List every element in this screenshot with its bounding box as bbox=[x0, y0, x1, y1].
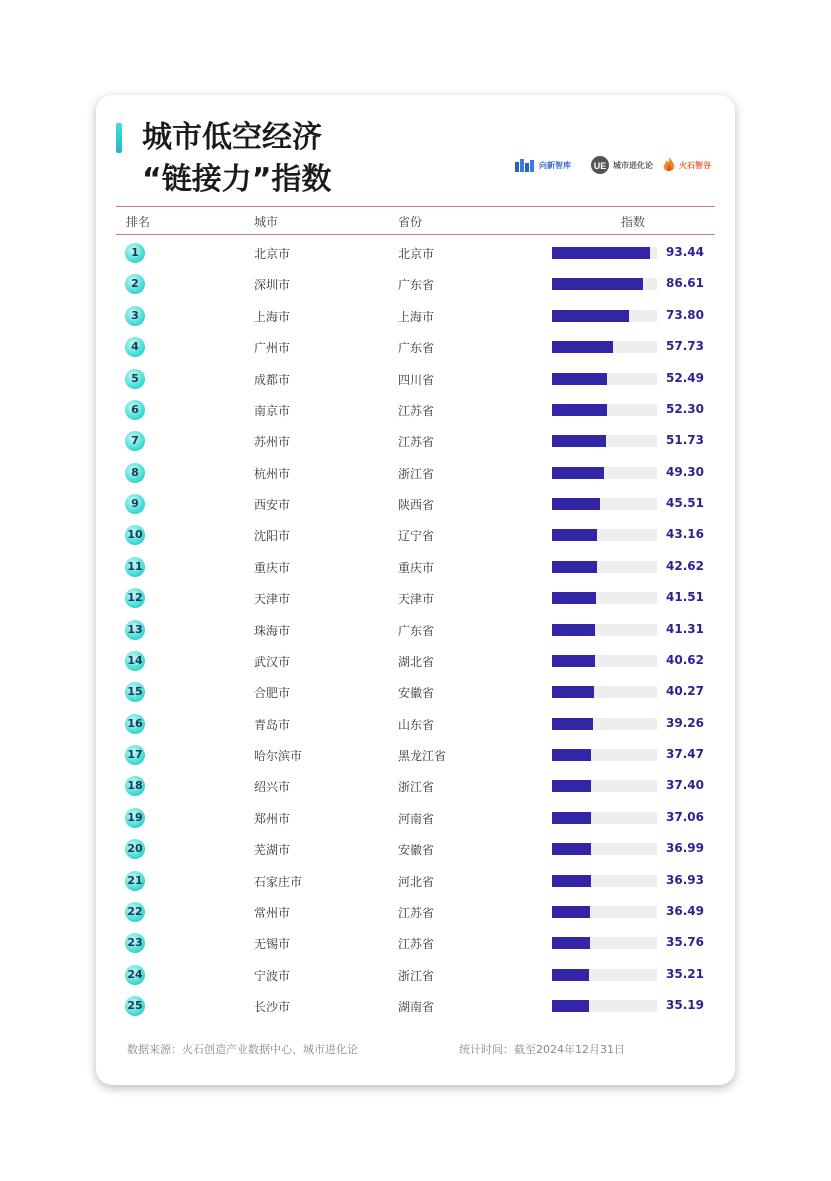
table-row bbox=[96, 771, 735, 802]
index-value: 43.16 bbox=[666, 527, 704, 542]
index-bar-track bbox=[552, 247, 657, 259]
city-name: 成都市 bbox=[254, 372, 291, 387]
table-row bbox=[96, 928, 735, 959]
table-row bbox=[96, 960, 735, 991]
index-bar bbox=[552, 278, 643, 290]
ranking-card bbox=[96, 95, 735, 1085]
city-name: 天津市 bbox=[254, 592, 291, 607]
table-row bbox=[96, 332, 735, 363]
province-name: 四川省 bbox=[398, 372, 435, 387]
header-top-divider bbox=[116, 206, 715, 207]
province-name: 辽宁省 bbox=[398, 529, 435, 544]
index-bar bbox=[552, 592, 596, 604]
index-bar-track bbox=[552, 435, 657, 447]
rank-badge: 7 bbox=[125, 431, 145, 451]
index-bar-track bbox=[552, 624, 657, 636]
table-row bbox=[96, 834, 735, 865]
index-bar bbox=[552, 780, 591, 792]
city-name: 苏州市 bbox=[254, 435, 291, 450]
index-value: 36.93 bbox=[666, 872, 704, 887]
title-line-1: 城市低空经济 bbox=[142, 120, 322, 155]
index-value: 37.40 bbox=[666, 778, 704, 793]
index-value: 40.27 bbox=[666, 684, 704, 699]
index-bar bbox=[552, 875, 591, 887]
province-name: 安徽省 bbox=[398, 686, 435, 701]
table-row bbox=[96, 395, 735, 426]
title-accent-bar bbox=[116, 123, 122, 153]
city-name: 广州市 bbox=[254, 341, 291, 356]
index-bar bbox=[552, 467, 604, 479]
table-row bbox=[96, 646, 735, 677]
rank-badge: 18 bbox=[125, 776, 145, 796]
city-name: 沈阳市 bbox=[254, 529, 291, 544]
logo-ue bbox=[590, 151, 653, 179]
province-name: 江苏省 bbox=[398, 403, 435, 418]
province-name: 广东省 bbox=[398, 623, 435, 638]
province-name: 上海市 bbox=[398, 309, 435, 324]
table-row bbox=[96, 458, 735, 489]
table-row bbox=[96, 677, 735, 708]
province-name: 陕西省 bbox=[398, 498, 435, 513]
index-bar-track bbox=[552, 812, 657, 824]
city-name: 北京市 bbox=[254, 247, 291, 261]
table-row bbox=[96, 803, 735, 834]
province-name: 湖南省 bbox=[398, 1000, 435, 1015]
table-row bbox=[96, 615, 735, 646]
city-name: 芜湖市 bbox=[254, 843, 291, 858]
wave-logo-icon bbox=[514, 157, 536, 173]
city-name: 长沙市 bbox=[254, 1000, 291, 1015]
province-name: 北京市 bbox=[398, 247, 435, 261]
province-name: 江苏省 bbox=[398, 937, 435, 952]
flame-logo-icon bbox=[662, 156, 676, 174]
index-bar bbox=[552, 529, 597, 541]
rank-badge: 13 bbox=[125, 620, 145, 640]
rank-badge: 21 bbox=[125, 871, 145, 891]
index-value: 73.80 bbox=[666, 307, 704, 322]
city-name: 合肥市 bbox=[254, 686, 291, 701]
province-name: 重庆市 bbox=[398, 560, 435, 575]
index-bar-track bbox=[552, 749, 657, 761]
city-name: 武汉市 bbox=[254, 654, 291, 669]
index-bar-track bbox=[552, 843, 657, 855]
index-bar bbox=[552, 1000, 589, 1012]
rank-badge: 23 bbox=[125, 933, 145, 953]
logo-xiangxin-text: 向新智库 bbox=[539, 160, 571, 170]
index-value: 57.73 bbox=[666, 339, 704, 354]
city-name: 上海市 bbox=[254, 309, 291, 324]
table-row bbox=[96, 520, 735, 551]
table-row bbox=[96, 709, 735, 740]
rank-badge: 5 bbox=[125, 369, 145, 389]
city-name: 郑州市 bbox=[254, 811, 291, 826]
city-name: 深圳市 bbox=[254, 278, 291, 293]
logo-xiangxin bbox=[514, 151, 571, 179]
statistics-date-note: 统计时间：截至2024年12月31日 bbox=[459, 1043, 625, 1056]
index-bar-track bbox=[552, 404, 657, 416]
city-name: 青岛市 bbox=[254, 717, 291, 732]
province-name: 湖北省 bbox=[398, 654, 435, 669]
svg-text:UE: UE bbox=[593, 161, 607, 171]
index-bar bbox=[552, 812, 591, 824]
province-name: 江苏省 bbox=[398, 905, 435, 920]
index-bar-track bbox=[552, 969, 657, 981]
table-row bbox=[96, 364, 735, 395]
table-row bbox=[96, 991, 735, 1022]
index-bar bbox=[552, 749, 591, 761]
index-value: 35.19 bbox=[666, 998, 704, 1013]
table-row bbox=[96, 269, 735, 300]
city-name: 珠海市 bbox=[254, 623, 291, 638]
index-value: 86.61 bbox=[666, 276, 704, 291]
rank-badge: 20 bbox=[125, 839, 145, 859]
index-value: 39.26 bbox=[666, 715, 704, 730]
index-bar-track bbox=[552, 906, 657, 918]
index-bar bbox=[552, 310, 629, 322]
province-name: 安徽省 bbox=[398, 843, 435, 858]
index-bar bbox=[552, 373, 607, 385]
rank-badge: 1 bbox=[125, 243, 145, 263]
column-header-city: 城市 bbox=[254, 215, 279, 229]
table-row bbox=[96, 301, 735, 332]
table-row bbox=[96, 897, 735, 928]
index-bar-track bbox=[552, 310, 657, 322]
province-name: 广东省 bbox=[398, 278, 435, 293]
rank-badge: 17 bbox=[125, 745, 145, 765]
title-line-2: “链接力”指数 bbox=[142, 162, 332, 197]
column-header-province: 省份 bbox=[398, 215, 423, 229]
index-bar bbox=[552, 906, 590, 918]
index-bar-track bbox=[552, 498, 657, 510]
province-name: 河南省 bbox=[398, 811, 435, 826]
data-source-note: 数据来源：火石创造产业数据中心、城市进化论 bbox=[127, 1043, 358, 1056]
index-bar-track bbox=[552, 1000, 657, 1012]
index-bar-track bbox=[552, 373, 657, 385]
rank-badge: 24 bbox=[125, 965, 145, 985]
table-row bbox=[96, 740, 735, 771]
index-bar bbox=[552, 247, 650, 259]
index-value: 41.51 bbox=[666, 590, 704, 605]
index-value: 49.30 bbox=[666, 464, 704, 479]
index-value: 42.62 bbox=[666, 558, 704, 573]
province-name: 浙江省 bbox=[398, 968, 435, 983]
header-bottom-divider bbox=[116, 234, 715, 235]
index-bar-track bbox=[552, 780, 657, 792]
index-bar bbox=[552, 686, 594, 698]
index-value: 36.99 bbox=[666, 841, 704, 856]
table-row bbox=[96, 426, 735, 457]
ue-logo-icon bbox=[590, 155, 610, 175]
index-bar-track bbox=[552, 655, 657, 667]
index-bar-track bbox=[552, 875, 657, 887]
city-name: 重庆市 bbox=[254, 560, 291, 575]
table-row bbox=[96, 489, 735, 520]
index-bar bbox=[552, 655, 595, 667]
index-bar bbox=[552, 969, 589, 981]
table-row bbox=[96, 583, 735, 614]
rank-badge: 8 bbox=[125, 463, 145, 483]
index-bar-track bbox=[552, 718, 657, 730]
index-bar-track bbox=[552, 592, 657, 604]
province-name: 江苏省 bbox=[398, 435, 435, 450]
logo-huoshi-text: 火石智谷 bbox=[679, 160, 711, 170]
city-name: 常州市 bbox=[254, 905, 291, 920]
city-name: 南京市 bbox=[254, 403, 291, 418]
index-bar-track bbox=[552, 937, 657, 949]
index-bar bbox=[552, 341, 613, 353]
index-bar-track bbox=[552, 529, 657, 541]
index-value: 45.51 bbox=[666, 496, 704, 511]
index-bar bbox=[552, 404, 607, 416]
index-bar bbox=[552, 718, 593, 730]
index-bar bbox=[552, 435, 606, 447]
index-value: 37.47 bbox=[666, 747, 704, 762]
index-bar-track bbox=[552, 278, 657, 290]
index-bar bbox=[552, 937, 590, 949]
index-value: 35.76 bbox=[666, 935, 704, 950]
index-value: 51.73 bbox=[666, 433, 704, 448]
logo-ue-text: 城市进化论 bbox=[613, 160, 653, 170]
index-bar bbox=[552, 498, 600, 510]
rank-badge: 16 bbox=[125, 714, 145, 734]
rank-badge: 15 bbox=[125, 682, 145, 702]
rank-badge: 10 bbox=[125, 525, 145, 545]
column-header-index: 指数 bbox=[621, 215, 646, 229]
city-name: 无锡市 bbox=[254, 937, 291, 952]
province-name: 广东省 bbox=[398, 341, 435, 356]
index-bar-track bbox=[552, 467, 657, 479]
rank-badge: 11 bbox=[125, 557, 145, 577]
rank-badge: 25 bbox=[125, 996, 145, 1016]
index-value: 35.21 bbox=[666, 966, 704, 981]
rank-badge: 6 bbox=[125, 400, 145, 420]
table-row bbox=[96, 866, 735, 897]
province-name: 山东省 bbox=[398, 717, 435, 732]
index-value: 93.44 bbox=[666, 245, 704, 259]
index-bar-track bbox=[552, 561, 657, 573]
rank-badge: 22 bbox=[125, 902, 145, 922]
city-name: 杭州市 bbox=[254, 466, 291, 481]
index-value: 40.62 bbox=[666, 652, 704, 667]
partner-logos bbox=[514, 151, 719, 179]
column-header-rank: 排名 bbox=[126, 215, 151, 229]
city-name: 石家庄市 bbox=[254, 874, 303, 889]
city-name: 西安市 bbox=[254, 498, 291, 513]
rank-badge: 3 bbox=[125, 306, 145, 326]
rank-badge: 14 bbox=[125, 651, 145, 671]
province-name: 浙江省 bbox=[398, 780, 435, 795]
index-bar-track bbox=[552, 341, 657, 353]
page-title bbox=[142, 117, 331, 201]
province-name: 浙江省 bbox=[398, 466, 435, 481]
rank-badge: 4 bbox=[125, 337, 145, 357]
province-name: 黑龙江省 bbox=[398, 749, 447, 764]
index-value: 37.06 bbox=[666, 809, 704, 824]
city-name: 绍兴市 bbox=[254, 780, 291, 795]
rank-badge: 12 bbox=[125, 588, 145, 608]
province-name: 天津市 bbox=[398, 592, 435, 607]
index-value: 52.30 bbox=[666, 401, 704, 416]
rank-badge: 9 bbox=[125, 494, 145, 514]
index-value: 41.31 bbox=[666, 621, 704, 636]
index-bar bbox=[552, 561, 597, 573]
city-name: 哈尔滨市 bbox=[254, 749, 303, 764]
logo-huoshi bbox=[662, 151, 711, 179]
index-value: 52.49 bbox=[666, 370, 704, 385]
index-value: 36.49 bbox=[666, 903, 704, 918]
index-bar bbox=[552, 843, 591, 855]
city-name: 宁波市 bbox=[254, 968, 291, 983]
table-row bbox=[96, 552, 735, 583]
rank-badge: 2 bbox=[125, 274, 145, 294]
index-bar bbox=[552, 624, 595, 636]
index-bar-track bbox=[552, 686, 657, 698]
rank-badge: 19 bbox=[125, 808, 145, 828]
province-name: 河北省 bbox=[398, 874, 435, 889]
table-row bbox=[96, 238, 735, 269]
